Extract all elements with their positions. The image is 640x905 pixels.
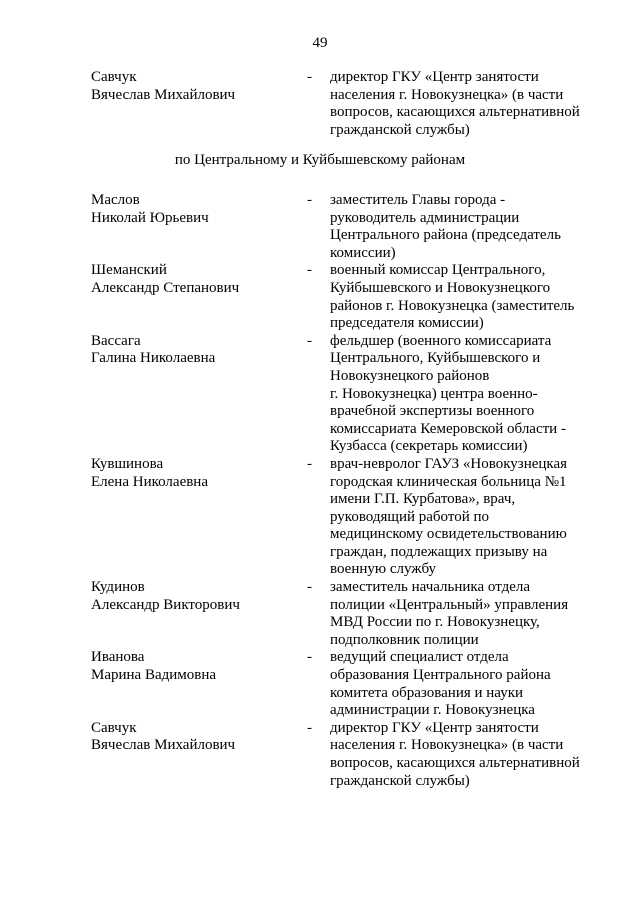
member-name [91, 456, 307, 579]
member-role [330, 456, 585, 579]
role-line: фельдшер (военного комиссариата [330, 332, 552, 349]
name-line: Савчук [91, 719, 137, 736]
name-line: Савчук [91, 69, 137, 85]
member-name [91, 69, 307, 139]
member-entry [91, 262, 591, 332]
name-line: Маслов [91, 192, 140, 208]
name-line: Александр Викторович [91, 596, 240, 613]
role-line: врачебной экспертизы военного [330, 403, 535, 420]
role-line: директор ГКУ «Центр занятости [330, 719, 539, 736]
member-entry [91, 69, 591, 139]
name-line: Александр Степанович [91, 279, 240, 296]
name-line: Галина Николаевна [91, 350, 216, 367]
role-line: комиссии) [330, 244, 396, 261]
member-name [91, 192, 307, 262]
name-line: Кувшинова [91, 455, 164, 472]
dash-separator: - [307, 332, 312, 349]
top-entry-list [91, 69, 591, 139]
role-line: районов г. Новокузнецка (заместитель [330, 297, 575, 314]
role-line: образования Центрального района [330, 667, 551, 684]
role-line: врач-невролог ГАУЗ «Новокузнецкая [330, 455, 568, 472]
name-line: Марина Вадимовна [91, 667, 217, 684]
role-line: комитета образования и науки [330, 684, 524, 701]
role-line: медицинскому освидетельствованию [330, 526, 567, 543]
member-entry [91, 333, 591, 456]
role-line: директор ГКУ «Центр занятости [330, 69, 539, 85]
dash-separator: - [307, 69, 312, 85]
role-line: городская клиническая больница №1 [330, 473, 567, 490]
role-line: вопросов, касающихся альтернативной [330, 104, 580, 121]
member-name [91, 333, 307, 456]
member-entry [91, 579, 591, 649]
dash-separator: - [307, 649, 312, 666]
member-role [330, 262, 585, 332]
role-line: Кузбасса (секретарь комиссии) [330, 438, 528, 455]
member-name [91, 649, 307, 719]
role-line: администрации г. Новокузнецка [330, 702, 535, 719]
commission-member-list [91, 192, 591, 790]
name-line: Елена Николаевна [91, 473, 208, 490]
role-line: военный комиссар Центрального, [330, 262, 546, 279]
role-line: вопросов, касающихся альтернативной [330, 755, 580, 771]
member-name [91, 720, 307, 790]
role-line: полиции «Центральный» управления [330, 596, 569, 613]
member-entry [91, 456, 591, 579]
role-line: Куйбышевского и Новокузнецкого [330, 279, 551, 296]
member-role [330, 69, 585, 139]
role-line: военную службу [330, 561, 437, 578]
member-role [330, 579, 585, 649]
section-heading: по Центральному и Куйбышевскому районам [174, 152, 466, 168]
role-line: ведущий специалист отдела [330, 649, 509, 666]
page-number: 49 [312, 35, 328, 51]
member-role [330, 333, 585, 456]
member-name [91, 579, 307, 649]
member-entry [91, 192, 591, 262]
member-role [330, 192, 585, 262]
role-line: заместитель начальника отдела [330, 579, 530, 596]
member-entry [91, 649, 591, 719]
dash-separator: - [307, 192, 312, 208]
name-line: Шеманский [91, 262, 167, 279]
role-line: Новокузнецкого районов [330, 367, 490, 384]
name-line: Иванова [91, 649, 145, 666]
role-line: гражданской службы) [330, 772, 470, 789]
role-line: граждан, подлежащих призыву на [330, 543, 548, 560]
dash-separator: - [307, 262, 312, 279]
dash-separator: - [307, 455, 312, 472]
name-line: Вассага [91, 332, 141, 349]
role-line: имени Г.П. Курбатова», врач, [330, 491, 516, 508]
role-line: подполковник полиции [330, 631, 479, 648]
member-entry [91, 720, 591, 790]
name-line: Вячеслав Михайлович [91, 737, 236, 754]
name-line: Кудинов [91, 579, 145, 596]
member-role [330, 649, 585, 719]
dash-separator: - [307, 579, 312, 596]
role-line: населения г. Новокузнецка» (в части [330, 86, 564, 103]
role-line: населения г. Новокузнецка» (в части [330, 737, 564, 754]
dash-separator: - [307, 719, 312, 736]
role-line: руководитель администрации [330, 209, 520, 226]
name-line: Вячеслав Михайлович [91, 86, 236, 103]
role-line: Центрального, Куйбышевского и [330, 350, 541, 367]
role-line: комиссариата Кемеровской области - [330, 420, 566, 437]
member-role [330, 720, 585, 790]
role-line: руководящий работой по [330, 508, 490, 525]
role-line: гражданской службы) [330, 121, 470, 138]
role-line: МВД России по г. Новокузнецку, [330, 614, 540, 631]
role-line: заместитель Главы города - [330, 192, 506, 208]
name-line: Николай Юрьевич [91, 209, 209, 226]
role-line: председателя комиссии) [330, 315, 484, 332]
role-line: г. Новокузнецка) центра военно- [330, 385, 538, 402]
role-line: Центрального района (председатель [330, 227, 561, 244]
member-name [91, 262, 307, 332]
